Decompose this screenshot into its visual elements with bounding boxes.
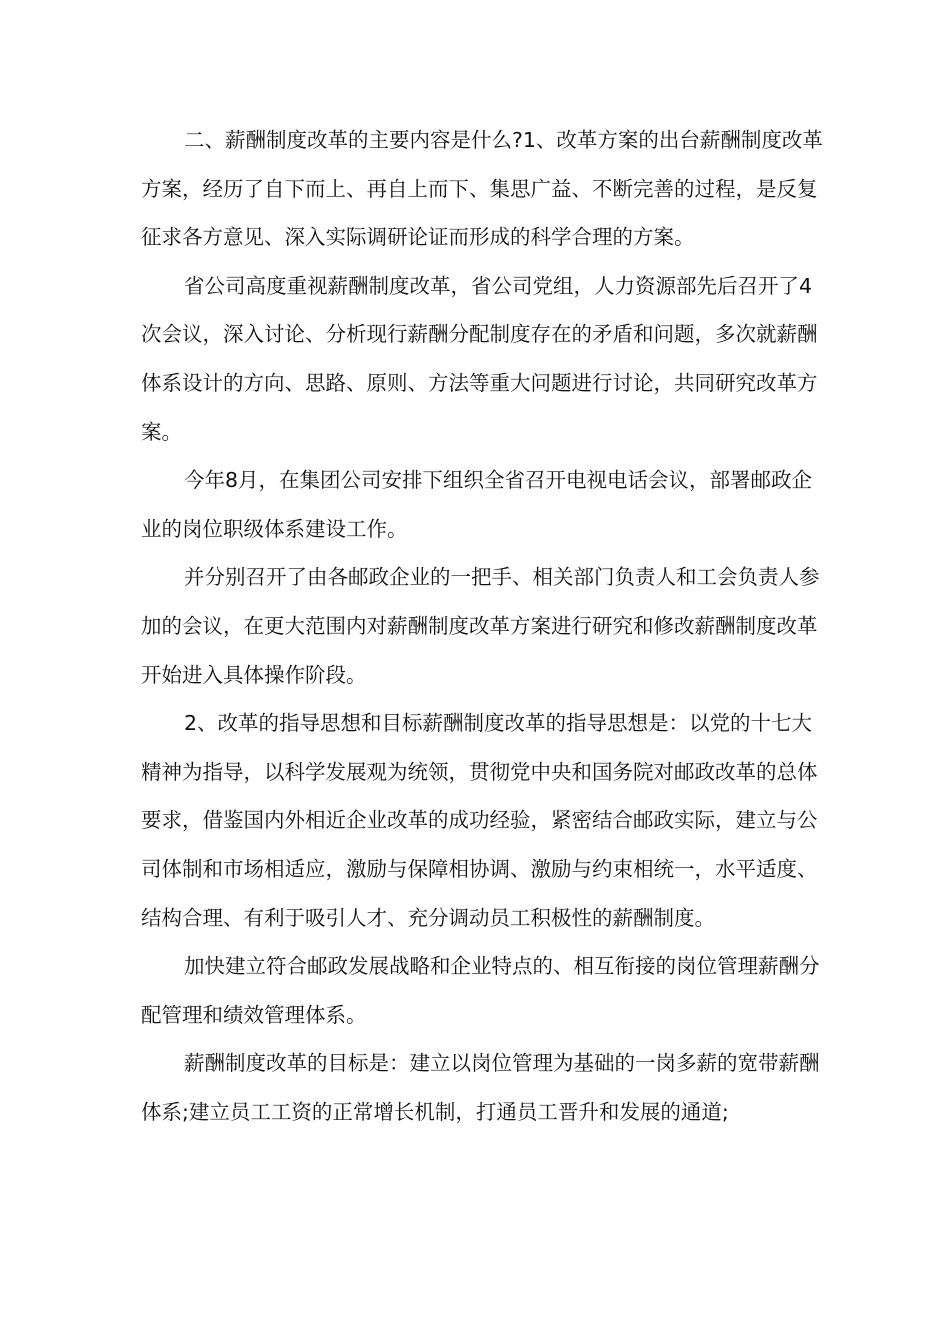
paragraph-5: 2、改革的指导思想和目标薪酬制度改革的指导思想是：以党的十七大精神为指导，以科学发展观为统领，贯彻党中央和国务院对邮政改革的总体要求，借鉴国内外相近企业改革的成功经验，紧密结合邮政实际，建立与公司体制和市场相适应，激励与保障相协调、激励与约束相统一，水平适度、结构合理、有利于吸引人才、充分调动员工积极性的薪酬制度。 — [141, 711, 818, 930]
paragraph-1: 二、薪酬制度改革的主要内容是什么?1、改革方案的出台薪酬制度改革方案，经历了自下而上、再自上而下、集思广益、不断完善的过程，是反复征求各方意见、深入实际调研论证而形成的科学合理的方案。 — [141, 128, 823, 250]
document-body — [141, 116, 825, 1136]
paragraph-4: 并分别召开了由各邮政企业的一把手、相关部门负责人和工会负责人参加的会议，在更大范围内对薪酬制度改革方案进行研究和修改薪酬制度改革开始进入具体操作阶段。 — [141, 565, 820, 687]
paragraph-6: 加快建立符合邮政发展战略和企业特点的、相互衔接的岗位管理薪酬分配管理和绩效管理体系。 — [141, 954, 820, 1027]
paragraph-7: 薪酬制度改革的目标是：建立以岗位管理为基础的一岗多薪的宽带薪酬体系;建立员工工资的正常增长机制，打通员工晋升和发展的通道; — [141, 1051, 820, 1124]
paragraph-3: 今年8月，在集团公司安排下组织全省召开电视电话会议，部署邮政企业的岗位职级体系建设工作。 — [141, 468, 813, 541]
paragraph-2: 省公司高度重视薪酬制度改革，省公司党组，人力资源部先后召开了4次会议，深入讨论、分析现行薪酬分配制度存在的矛盾和问题，多次就薪酬体系设计的方向、思路、原则、方法等重大问题进行讨论，共同研究改革方案。 — [141, 273, 818, 444]
